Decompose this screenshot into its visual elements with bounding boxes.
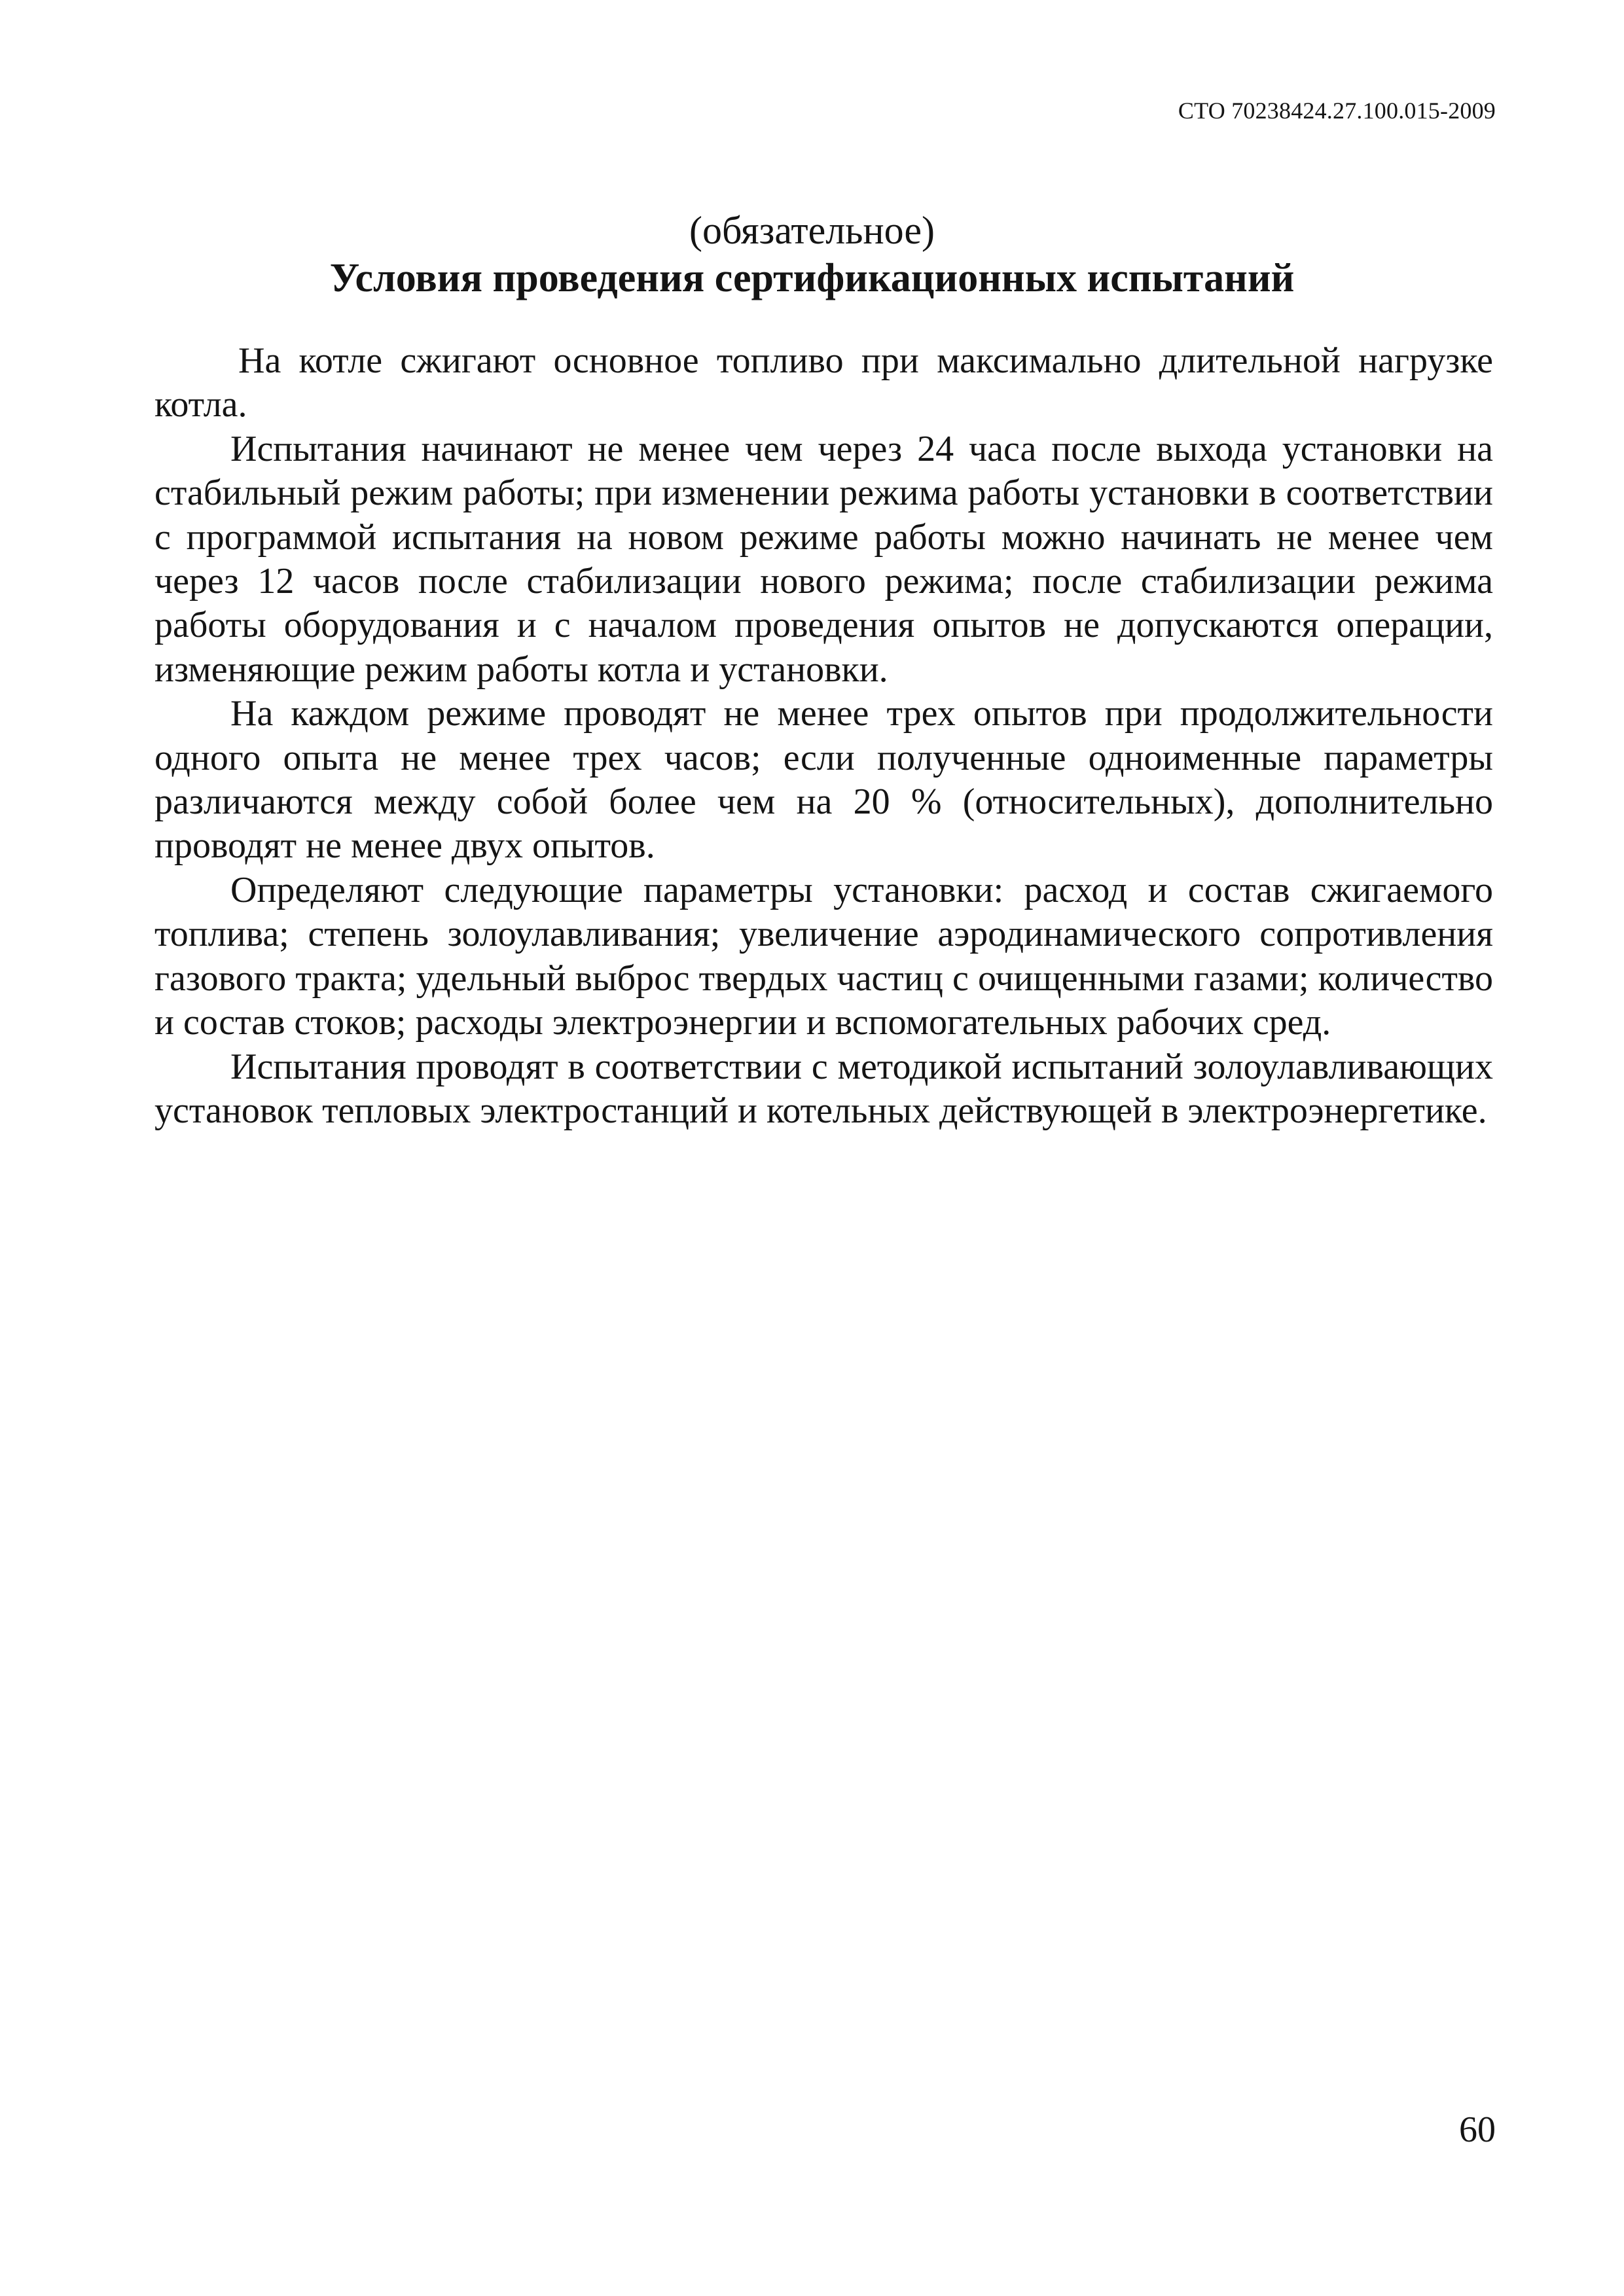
paragraph-experiments-per-mode: На каждом режиме проводят не менее трех опытов при продолжительности одного опыта не менее трех часов; если полученные одноименные параметры различаются между собой более чем на 20 % (относительных), дополнительно проводят не менее двух опытов. — [154, 693, 1493, 867]
paragraph-measured-parameters: Определяют следующие параметры установки: расход и состав сжигаемого топлива; степень золоулавливания; увеличение аэродинамического сопротивления газового тракта; удельный выброс твердых частиц с очищенными газами; количество и состав стоков; расходы электроэнергии и вспомогательных рабочих сред. — [154, 869, 1493, 1043]
page-number: 60 — [1459, 2109, 1496, 2150]
paragraph-test-start: Испытания начинают не менее чем через 24 часа после выхода установки на стабильный режим работы; при изменении режима работы установки в соответствии с программой испытания на новом режиме работы можно начинать не менее чем через 12 часов после стабилизации нового режима; после стабилизации режима работы оборудования и с началом проведения опытов не допускаются операции, изменяющие режим работы котла и установки. — [154, 428, 1493, 690]
annex-title: Условия проведения сертификационных испытаний — [329, 256, 1295, 300]
paragraph-test-method: Испытания проводят в соответствии с методикой испытаний золоулавливающих установок тепловых электростанций и котельных действующей в электроэнергетике. — [154, 1046, 1493, 1131]
body-text — [154, 339, 1493, 1133]
paragraph-fuel-load: На котле сжигают основное топливо при максимально длительной нагрузке котла. — [154, 340, 1493, 425]
document-code: СТО 70238424.27.100.015-2009 — [1178, 98, 1496, 124]
annex-type: (обязательное) — [689, 209, 935, 252]
